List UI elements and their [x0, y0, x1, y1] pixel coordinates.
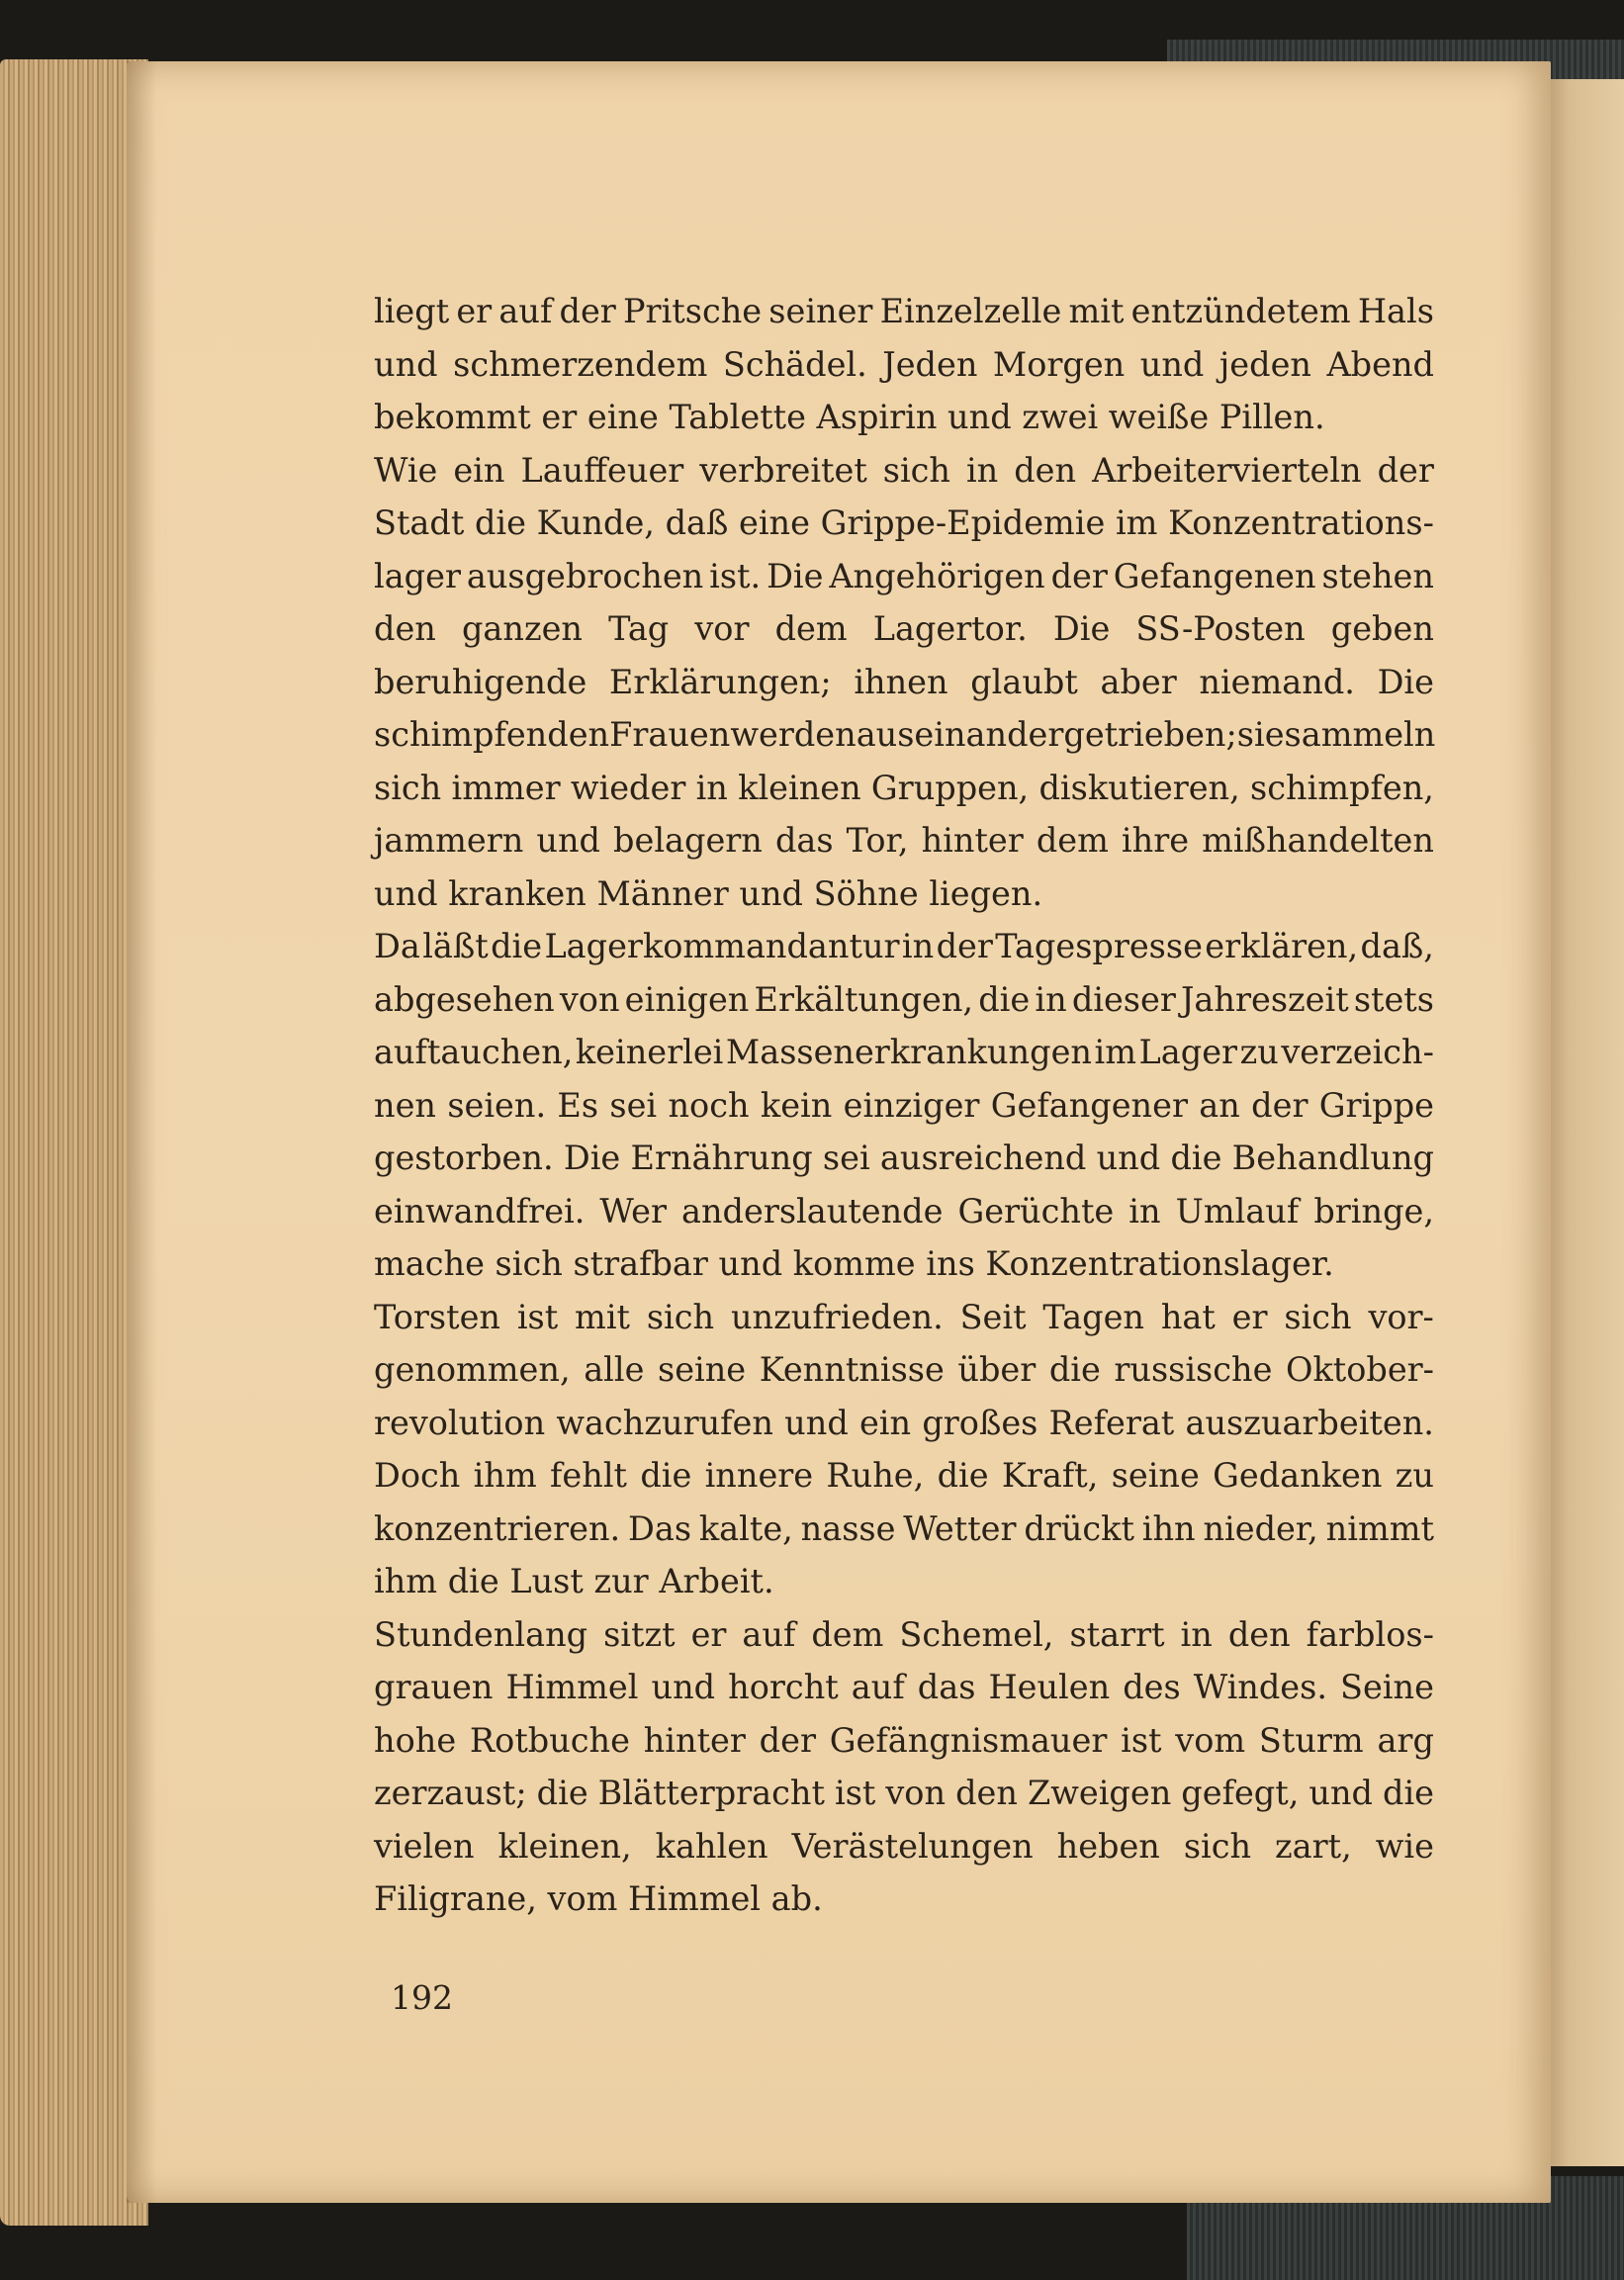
text-line: abgesehen von einigen Erkältungen, die in dieser Jahreszeit stets: [374, 979, 1434, 1019]
paragraph: [374, 920, 1434, 1291]
text-line: beruhigende Erklärungen; ihnen glaubt aber niemand. Die: [374, 662, 1434, 701]
text-line: vielen kleinen, kahlen Verästelungen heben sich zart, wie: [374, 1826, 1434, 1866]
page-number: 192: [391, 1978, 453, 2017]
text-line: genommen, alle seine Kenntnisse über die russische Oktober-: [374, 1350, 1434, 1389]
text-line: liegt er auf der Pritsche seiner Einzelzelle mit entzündetem Hals: [374, 292, 1434, 330]
text-line: ihm die Lust zur Arbeit.: [374, 1562, 774, 1600]
paragraph: [374, 1291, 1434, 1608]
text-line: einwandfrei. Wer anderslautende Gerüchte in Umlauf bringe,: [374, 1191, 1434, 1231]
text-line: sich immer wieder in kleinen Gruppen, diskutieren, schimpfen,: [374, 768, 1434, 807]
text-line: revolution wachzurufen und ein großes Referat auszuarbeiten.: [374, 1403, 1434, 1442]
text-line: gestorben. Die Ernährung sei ausreichend und die Behandlung: [374, 1139, 1434, 1177]
body-text: [374, 285, 1434, 1926]
text-line: Da läßt die Lagerkommandantur in der Tagespresse erklären, daß,: [374, 927, 1434, 965]
text-line: mache sich strafbar und komme ins Konzentrationslager.: [374, 1244, 1334, 1283]
text-line: bekommt er eine Tablette Aspirin und zwei weiße Pillen.: [374, 398, 1325, 436]
paragraph: [374, 444, 1434, 921]
text-line: schimpfenden Frauen werden auseinandergetrieben; sie sammeln: [374, 715, 1436, 754]
text-line: lager ausgebrochen ist. Die Angehörigen der Gefangenen stehen: [374, 556, 1434, 595]
text-line: Torsten ist mit sich unzufrieden. Seit Tagen hat er sich vor-: [374, 1297, 1434, 1336]
text-line: konzentrieren. Das kalte, nasse Wetter drückt ihn nieder, nimmt: [374, 1508, 1434, 1548]
paragraph: [374, 285, 1434, 444]
text-line: grauen Himmel und horcht auf das Heulen des Windes. Seine: [374, 1668, 1434, 1706]
text-line: Wie ein Lauffeuer verbreitet sich in den Arbeitervierteln der: [374, 450, 1434, 490]
page-gutter-shadow: [127, 61, 156, 2203]
text-line: und kranken Männer und Söhne liegen.: [374, 873, 1043, 913]
text-line: jammern und belagern das Tor, hinter dem ihre mißhandelten: [374, 821, 1434, 860]
text-line: nen seien. Es sei noch kein einziger Gefangener an der Grippe: [374, 1085, 1434, 1125]
text-line: Stundenlang sitzt er auf dem Schemel, starrt in den farblos-: [374, 1614, 1434, 1654]
text-line: Filigrane, vom Himmel ab.: [374, 1879, 823, 1918]
text-line: auftauchen, keinerlei Massenerkrankungen im Lager zu verzeich-: [374, 1033, 1434, 1071]
text-line: hohe Rotbuche hinter der Gefängnismauer ist vom Sturm arg: [374, 1720, 1434, 1760]
text-line: Doch ihm fehlt die innere Ruhe, die Kraft, seine Gedanken zu: [374, 1456, 1434, 1495]
text-line: und schmerzendem Schädel. Jeden Morgen und jeden Abend: [374, 344, 1434, 384]
text-line: zerzaust; die Blätterpracht ist von den Zweigen gefegt, und die: [374, 1774, 1434, 1812]
facing-page-edge: [1538, 79, 1624, 2166]
text-line: den ganzen Tag vor dem Lagertor. Die SS-Posten geben: [374, 609, 1434, 648]
text-line: Stadt die Kunde, daß eine Grippe-Epidemie im Konzentrations-: [374, 503, 1434, 542]
paragraph: [374, 1608, 1434, 1926]
